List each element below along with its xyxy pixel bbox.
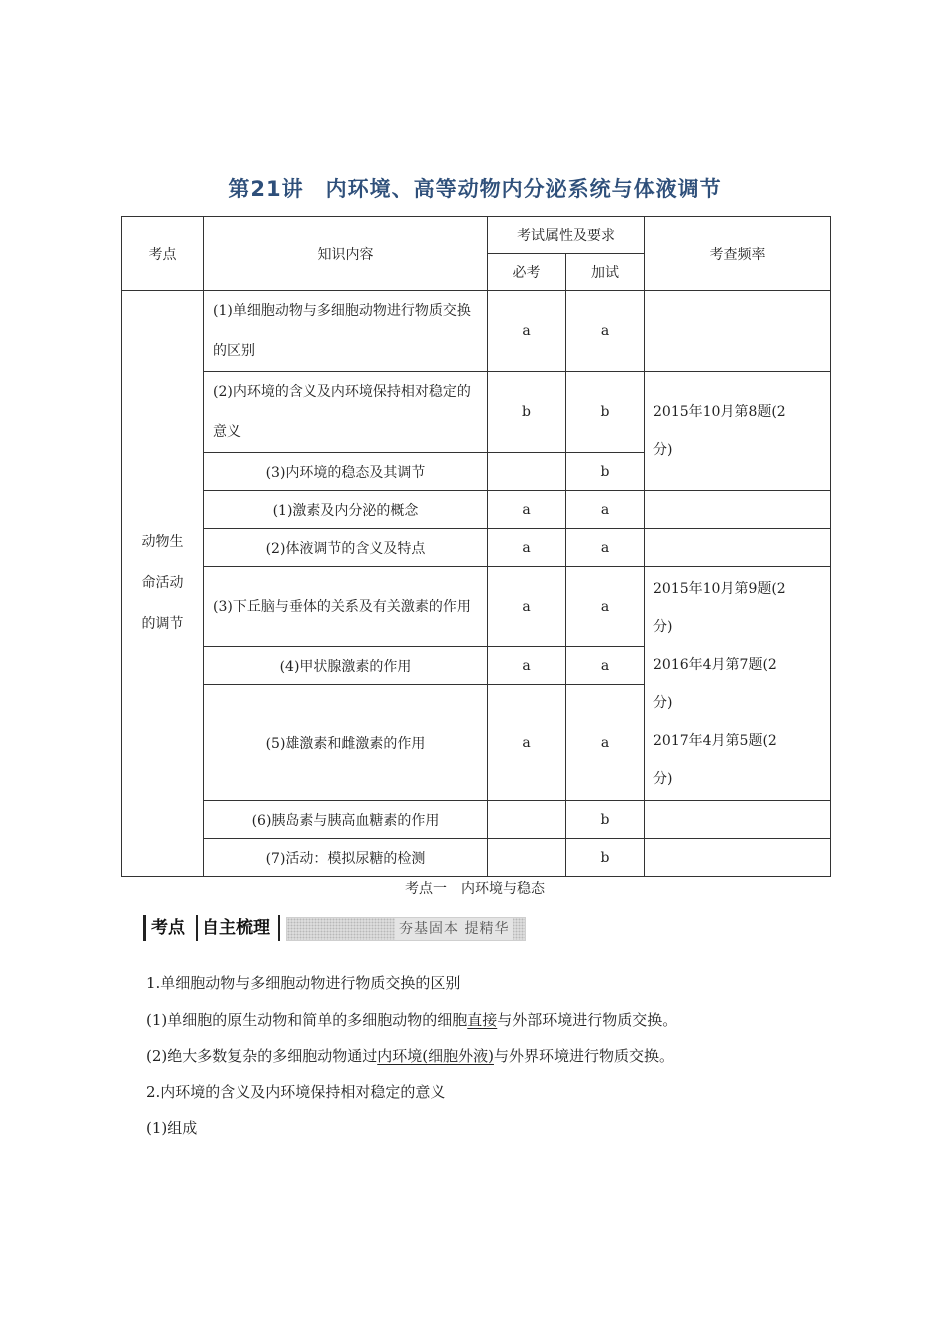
header-attributes: 考试属性及要求 (488, 217, 645, 254)
required-cell (488, 453, 566, 491)
required-cell: a (488, 529, 566, 567)
frequency-line: 分) (653, 770, 673, 787)
topic-line: 动物生 (141, 534, 184, 550)
underlined-answer: 内环境(细胞外液) (377, 1047, 494, 1065)
required-cell: a (488, 567, 566, 647)
frequency-cell (645, 839, 831, 877)
header-extra: 加试 (566, 254, 645, 291)
topic-cell (122, 291, 204, 877)
paragraph: 2.内环境的含义及内环境保持相对稳定的意义 (146, 1083, 446, 1101)
banner-left-label: 考点 (151, 918, 185, 938)
header-content: 知识内容 (204, 217, 488, 291)
paragraph (146, 1046, 674, 1066)
paragraph: (1)组成 (146, 1119, 198, 1137)
banner-edge (143, 915, 146, 941)
required-cell: a (488, 685, 566, 801)
frequency-line: 2017年4月第5题(2 (653, 732, 777, 749)
content-cell: (1)激素及内分泌的概念 (204, 491, 488, 529)
banner-right-label: 自主梳理 (202, 918, 270, 938)
text-span: (2)绝大多数复杂的多细胞动物通过 (146, 1047, 378, 1065)
extra-cell: a (566, 529, 645, 567)
text-span: 与外界环境进行物质交换。 (493, 1047, 674, 1065)
banner-separator (196, 915, 198, 941)
frequency-line: 2015年10月第8题(2 (653, 404, 786, 420)
text-span: 与外部环境进行物质交换。 (497, 1011, 678, 1029)
content-cell: (5)雄激素和雌激素的作用 (204, 685, 488, 801)
extra-cell: b (566, 372, 645, 453)
required-cell: a (488, 291, 566, 372)
required-cell: a (488, 491, 566, 529)
content-cell: (2)内环境的含义及内环境保持相对稳定的意义 (204, 372, 488, 453)
content-cell: (3)下丘脑与垂体的关系及有关激素的作用 (204, 567, 488, 647)
frequency-cell (645, 491, 831, 529)
extra-cell: b (566, 801, 645, 839)
banner-separator (278, 915, 280, 941)
extra-cell: b (566, 453, 645, 491)
frequency-line: 2015年10月第9题(2 (653, 580, 786, 597)
required-cell: a (488, 647, 566, 685)
header-frequency: 考查频率 (645, 217, 831, 291)
content-cell: (6)胰岛素与胰高血糖素的作用 (204, 801, 488, 839)
content-cell: (3)内环境的稳态及其调节 (204, 453, 488, 491)
header-topic: 考点 (122, 217, 204, 291)
extra-cell: a (566, 647, 645, 685)
required-cell: b (488, 372, 566, 453)
subsection-title: 考点一 内环境与稳态 (405, 881, 545, 897)
extra-cell: a (566, 491, 645, 529)
frequency-cell (645, 372, 831, 491)
required-cell (488, 839, 566, 877)
paragraph: 1.单细胞动物与多细胞动物进行物质交换的区别 (146, 974, 461, 992)
topic-line: 命活动 (141, 575, 184, 591)
extra-cell: a (566, 567, 645, 647)
content-cell: (4)甲状腺激素的作用 (204, 647, 488, 685)
frequency-cell (645, 801, 831, 839)
content-cell: (2)体液调节的含义及特点 (204, 529, 488, 567)
frequency-line: 分) (653, 442, 673, 458)
frequency-line: 2016年4月第7题(2 (653, 656, 777, 673)
extra-cell: a (566, 685, 645, 801)
section-banner (143, 913, 525, 943)
extra-cell: b (566, 839, 645, 877)
topic-line: 的调节 (141, 616, 184, 632)
frequency-line: 分) (653, 694, 673, 711)
content-cell: (7)活动：模拟尿糖的检测 (204, 839, 488, 877)
text-span: (1)单细胞的原生动物和简单的多细胞动物的细胞 (146, 1011, 468, 1029)
extra-cell: a (566, 291, 645, 372)
frequency-cell (645, 567, 831, 801)
frequency-line: 分) (653, 618, 673, 635)
banner-tagline: 夯基固本 提精华 (395, 918, 513, 940)
frequency-cell (645, 529, 831, 567)
requirements-table (121, 216, 831, 877)
header-required: 必考 (488, 254, 566, 291)
underlined-answer: 直接 (467, 1011, 498, 1029)
paragraph (146, 1010, 677, 1030)
page-title: 第21讲 内环境、高等动物内分泌系统与体液调节 (228, 177, 722, 201)
required-cell (488, 801, 566, 839)
content-cell: (1)单细胞动物与多细胞动物进行物质交换的区别 (204, 291, 488, 372)
frequency-cell (645, 291, 831, 372)
